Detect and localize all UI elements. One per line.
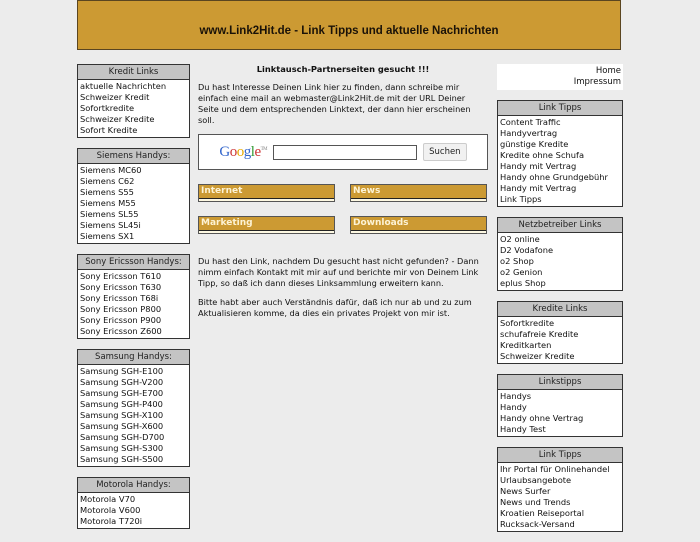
right-box-linkstipps (497, 374, 623, 437)
link-item[interactable]: Samsung SGH-E100 (80, 366, 164, 376)
contact-text: Du hast den Link, nachdem Du gesucht hast nicht gefunden? - Dann nimm einfach Kontakt mit mir auf und berichte mir von Deinem Link Tipp, so daß ich dann dieses Linksammlung erweitern kann. (198, 256, 479, 288)
link-item[interactable]: Handy Test (500, 424, 546, 434)
box-title: Kredite Links (498, 302, 622, 317)
link-item[interactable]: Schweizer Kredit (80, 92, 150, 102)
link-item[interactable]: Samsung SGH-E700 (80, 388, 164, 398)
link-list (498, 233, 622, 290)
right-sidebar (497, 64, 623, 542)
right-box-kredite-links (497, 301, 623, 364)
link-list (498, 317, 622, 363)
link-item[interactable]: Samsung SGH-X600 (80, 421, 164, 431)
link-list (498, 390, 622, 436)
link-item[interactable]: Sony Ericsson T68i (80, 293, 159, 303)
category-internet[interactable]: Internet (198, 184, 335, 202)
category-grid (198, 184, 488, 234)
main-content (198, 64, 488, 327)
link-item[interactable]: o2 Genion (500, 267, 543, 277)
left-box-siemens-handys (77, 148, 190, 244)
category-marketing[interactable]: Marketing (198, 216, 335, 234)
link-item[interactable]: günstige Kredite (500, 139, 569, 149)
link-item[interactable]: Handy (500, 402, 527, 412)
link-item[interactable]: Siemens SX1 (80, 231, 135, 241)
link-item[interactable]: Sony Ericsson T610 (80, 271, 162, 281)
link-item[interactable]: Siemens SL55 (80, 209, 139, 219)
link-item[interactable]: Ihr Portal für Onlinehandel (500, 464, 610, 474)
link-item[interactable]: News Surfer (500, 486, 551, 496)
link-item[interactable]: Handyvertrag (500, 128, 558, 138)
link-item[interactable]: Siemens MC60 (80, 165, 142, 175)
box-title: Siemens Handys: (78, 149, 189, 164)
link-item[interactable]: Samsung SGH-P400 (80, 399, 163, 409)
intro-text: Du hast Interesse Deinen Link hier zu finden, dann schreibe mir einfach eine mail an webmaster@Link2Hit.de mit der URL Deiner Seite und dem entsprechenden Linktext, der dann hier erscheinen soll. (198, 82, 471, 125)
link-item[interactable]: Kredite ohne Schufa (500, 150, 585, 160)
link-item[interactable]: Handy ohne Vertrag (500, 413, 584, 423)
link-item[interactable]: Urlaubsangebote (500, 475, 572, 485)
right-box-netzbetreiber-links (497, 217, 623, 291)
link-item[interactable]: aktuelle Nachrichten (80, 81, 167, 91)
link-item[interactable]: Motorola V600 (80, 505, 141, 515)
link-item[interactable]: Samsung SGH-V200 (80, 377, 164, 387)
link-item[interactable]: O2 online (500, 234, 540, 244)
link-item[interactable]: Motorola T720i (80, 516, 143, 526)
box-title: Motorola Handys: (78, 478, 189, 493)
main-heading: Linktausch-Partnerseiten gesucht !!! (256, 64, 430, 74)
link-list (78, 164, 189, 243)
link-item[interactable]: Siemens S55 (80, 187, 134, 197)
google-search-box (198, 134, 488, 170)
link-item[interactable]: Schweizer Kredite (80, 114, 155, 124)
notice-text: Bitte habt aber auch Verständnis dafür, daß ich nur ab und zu zum Aktualisieren komme, da dies ein privates Projekt von mir ist. (198, 297, 472, 318)
category-downloads[interactable]: Downloads (350, 216, 487, 234)
nav-home-link[interactable]: Home (595, 66, 621, 76)
link-list (78, 80, 189, 137)
link-item[interactable]: Motorola V70 (80, 494, 136, 504)
link-item[interactable]: Handy mit Vertrag (500, 161, 577, 171)
link-list (78, 493, 189, 528)
top-nav (497, 64, 623, 90)
search-input[interactable] (273, 145, 417, 160)
link-list (78, 365, 189, 466)
link-item[interactable]: schufafreie Kredite (500, 329, 579, 339)
box-title: Samsung Handys: (78, 350, 189, 365)
right-box-link-tipps (497, 100, 623, 207)
link-item[interactable]: Link Tipps (500, 194, 542, 204)
box-title: Linkstipps (498, 375, 622, 390)
link-item[interactable]: Siemens M55 (80, 198, 136, 208)
link-item[interactable]: Sony Ericsson Z600 (80, 326, 162, 336)
link-item[interactable]: Kreditkarten (500, 340, 552, 350)
link-item[interactable]: D2 Vodafone (500, 245, 554, 255)
link-item[interactable]: o2 Shop (500, 256, 534, 266)
box-title: Netzbetreiber Links (498, 218, 622, 233)
google-logo: Google™ (219, 143, 268, 160)
box-title: Kredit Links (78, 65, 189, 80)
link-item[interactable]: Samsung SGH-S300 (80, 443, 164, 453)
link-item[interactable]: Sofort Kredite (80, 125, 138, 135)
link-item[interactable]: Content Traffic (500, 117, 561, 127)
left-box-kredit-links (77, 64, 190, 138)
category-news[interactable]: News (350, 184, 487, 202)
nav-impressum-link[interactable]: Impressum (573, 77, 621, 87)
link-item[interactable]: Samsung SGH-D700 (80, 432, 165, 442)
site-title: www.Link2Hit.de - Link Tipps und aktuelle Nachrichten (199, 25, 499, 37)
left-box-samsung-handys (77, 349, 190, 467)
link-list (498, 116, 622, 206)
box-title: Link Tipps (498, 101, 622, 116)
link-item[interactable]: Sony Ericsson T630 (80, 282, 162, 292)
link-item[interactable]: Sony Ericsson P900 (80, 315, 162, 325)
link-item[interactable]: Handys (500, 391, 532, 401)
left-box-motorola-handys (77, 477, 190, 529)
link-item[interactable]: Sofortkredite (500, 318, 555, 328)
box-title: Sony Ericsson Handys: (78, 255, 189, 270)
link-list (78, 270, 189, 338)
left-box-sony-ericsson-handys (77, 254, 190, 339)
link-item[interactable]: Sony Ericsson P800 (80, 304, 162, 314)
link-item[interactable]: Kroatien Reiseportal (500, 508, 585, 518)
link-item[interactable]: Rucksack-Versand (500, 519, 575, 529)
link-item[interactable]: Samsung SGH-S500 (80, 454, 164, 464)
link-item[interactable]: Siemens C62 (80, 176, 135, 186)
left-sidebar (77, 64, 190, 539)
link-list (498, 463, 622, 531)
link-item[interactable]: Handy mit Vertrag (500, 183, 577, 193)
link-item[interactable]: Samsung SGH-X100 (80, 410, 164, 420)
link-item[interactable]: Siemens SL45i (80, 220, 141, 230)
search-button[interactable]: Suchen (423, 143, 466, 161)
box-title: Link Tipps (498, 448, 622, 463)
link-item[interactable]: Schweizer Kredite (500, 351, 575, 361)
link-item[interactable]: News und Trends (500, 497, 571, 507)
link-item[interactable]: Sofortkredite (80, 103, 135, 113)
site-header (77, 0, 621, 50)
link-item[interactable]: eplus Shop (500, 278, 546, 288)
right-box-link-tipps (497, 447, 623, 532)
link-item[interactable]: Handy ohne Grundgebühr (500, 172, 608, 182)
